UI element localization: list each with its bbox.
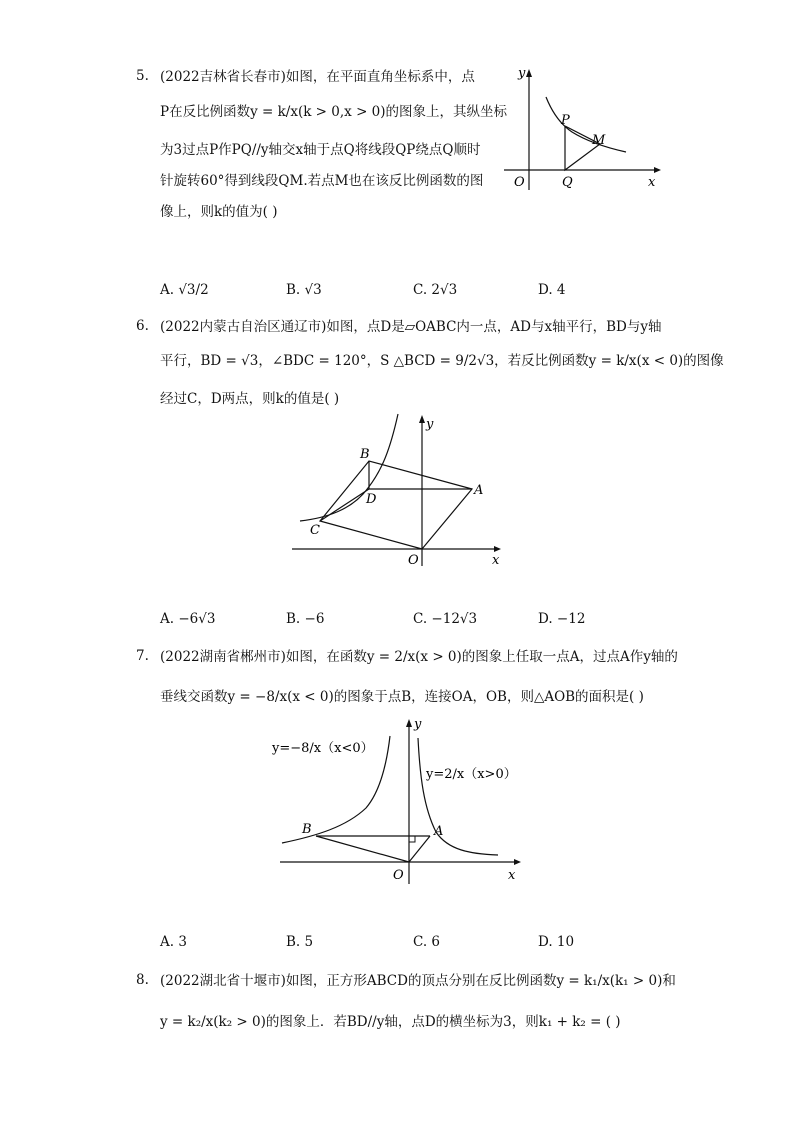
q6-fig-C: C [310,523,320,538]
q5-line3: 为3过点P作PQ//y轴交x轴于点Q将线段QP绕点Q顺时 [160,142,481,158]
q5-fig-y: y [518,66,526,81]
q6-number: 6. [136,318,149,334]
q7-fig-O: O [393,868,404,883]
q7-fig-B: B [302,822,312,837]
q7-fig-A: A [434,824,444,839]
q6-line3: 经过C，D两点，则k的值是( ) [160,391,340,407]
q7-fig-rightfn: y=2/x（x>0） [426,767,517,782]
q6-fig-A: A [474,483,484,498]
q5-number: 5. [136,68,149,84]
q6-option-d: D. −12 [538,611,586,627]
q7-number: 7. [136,648,149,664]
q6-option-b: B. −6 [286,611,325,627]
q7-fig-x: x [508,868,516,883]
q7-fig-leftfn: y=−8/x（x<0） [272,741,374,756]
q7-option-b: B. 5 [286,934,314,950]
q5-fig-P: P [561,113,570,128]
q7-figure [266,712,528,892]
q5-option-a: A. √3/2 [160,282,209,298]
q5-line1: (2022吉林省长春市)如图，在平面直角坐标系中，点 [160,69,475,85]
q6-figure [286,410,506,570]
q6-fig-O: O [408,553,419,568]
q5-option-c: C. 2√3 [413,282,458,298]
q6-fig-D: D [366,492,377,507]
q6-option-c: C. −12√3 [413,611,478,627]
q5-fig-x: x [648,175,656,190]
q5-fig-O: O [514,175,525,190]
q5-line5: 像上，则k的值为( ) [160,204,278,220]
q5-option-b: B. √3 [286,282,322,298]
q5-fig-M: M [592,133,606,148]
q7-option-d: D. 10 [538,934,575,950]
q6-fig-y: y [426,417,434,432]
q5-option-d: D. 4 [538,282,566,298]
q5-line2: P在反比例函数y = k/x(k > 0,x > 0)的图象上，其纵坐标 [160,104,508,120]
q5-line4: 针旋转60°得到线段QM.若点M也在该反比例函数的图 [160,173,484,189]
q8-line2: y = k₂/x(k₂ > 0)的图象上．若BD//y轴，点D的横坐标为3，则k₁ + k₂ = ( ) [160,1014,621,1030]
q5-figure [498,62,668,194]
q6-line1: (2022内蒙古自治区通辽市)如图，点D是▱OABC内一点，AD与x轴平行，BD与y轴 [160,319,662,335]
q6-option-a: A. −6√3 [160,611,216,627]
q7-fig-y: y [414,717,422,732]
q8-line1: (2022湖北省十堰市)如图，正方形ABCD的顶点分别在反比例函数y = k₁/x(k₁ > 0)和 [160,973,676,989]
q6-fig-B: B [360,447,370,462]
q8-number: 8. [136,972,149,988]
q5-fig-Q: Q [562,175,573,190]
q6-fig-x: x [492,553,500,568]
q7-line1: (2022湖南省郴州市)如图，在函数y = 2/x(x > 0)的图象上任取一点A，过点A作y轴的 [160,649,678,665]
q7-option-c: C. 6 [413,934,441,950]
q6-line2: 平行，BD = √3，∠BDC = 120°，S △BCD = 9/2√3，若反比例函数y = k/x(x < 0)的图像 [160,353,724,369]
q7-option-a: A. 3 [160,934,187,950]
q7-line2: 垂线交函数y = −8/x(x < 0)的图象于点B，连接OA，OB，则△AOB的面积是( ) [160,689,644,705]
